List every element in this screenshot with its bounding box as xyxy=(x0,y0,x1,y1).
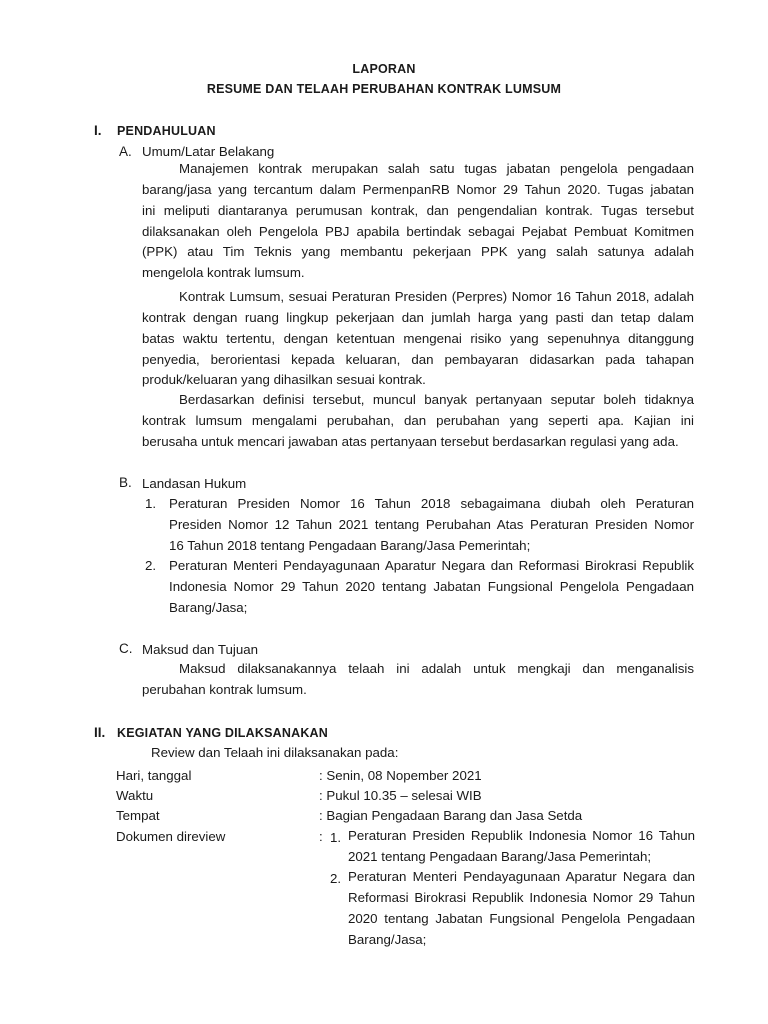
paragraph-c1 xyxy=(142,659,694,701)
paragraph-line: dilaksanakan oleh Pengelola PBJ apabila bertindak sebagai Pejabat Pembuat Komitmen xyxy=(142,223,694,239)
paragraph-line: penyedia, berorientasi kepada keluaran, dan pembayaran didasarkan pada tahapan xyxy=(142,351,694,367)
list-number: 2. xyxy=(330,871,342,886)
reviewed-document-item: 1. Peraturan Presiden Republik Indonesia Nomor 16 Tahun 2021 tentang Pengadaan Barang/Jasa Pemerintah; xyxy=(330,828,695,864)
activity-intro: Review dan Telaah ini dilaksanakan pada: xyxy=(151,745,399,760)
reviewed-document-item: 2. Peraturan Menteri Pendayagunaan Aparatur Negara dan Reformasi Birokrasi Republik Indonesia Nomor 29 Tahun 2020 tentang Jabatan Fungsional Pengelola Pengadaan Barang/Jasa; xyxy=(330,869,695,947)
subsection-a-title: Umum/Latar Belakang xyxy=(142,144,275,159)
paragraph-a2 xyxy=(142,287,694,391)
paragraph-line: kontrak lumsum mengalami perubahan, dan perubahan yang seperti apa. Kajian ini xyxy=(142,412,694,428)
paragraph-line: ini meliputi diantaranya perumusan kontrak, dan pengendalian kontrak. Tugas tersebut xyxy=(142,202,694,218)
paragraph-line: Manajemen kontrak merupakan salah satu tugas jabatan pengelola pengadaan xyxy=(179,161,694,176)
paragraph-line: produk/keluaran yang dihasilkan sesuai kontrak. xyxy=(142,372,426,388)
field-label-date: Hari, tanggal xyxy=(116,768,192,783)
section-1-title: PENDAHULUAN xyxy=(117,124,216,138)
list-number: 2. xyxy=(145,558,157,573)
paragraph-line: batas waktu tertentu, dengan ketentuan mengenai risiko yang sepenuhnya ditanggung xyxy=(142,330,694,346)
subsection-c-title: Maksud dan Tujuan xyxy=(142,642,259,657)
paragraph-line: perubahan kontrak lumsum. xyxy=(142,681,307,697)
section-2-title: KEGIATAN YANG DILAKSANAKAN xyxy=(117,726,328,740)
paragraph-line: berusaha untuk mencari jawaban atas pertanyaan tersebut berdasarkan regulasi yang ada. xyxy=(142,433,679,449)
field-value-time: : Pukul 10.35 – selesai WIB xyxy=(319,788,482,803)
paragraph-a3 xyxy=(142,390,694,453)
paragraph-line: mengelola kontrak lumsum. xyxy=(142,265,305,281)
list-item-text: Peraturan Menteri Pendayagunaan Aparatur Negara dan Reformasi Birokrasi Republik Indonesia Nomor 29 Tahun 2020 tentang Jabatan Fungsional Pengelola Pengadaan Barang/Jasa; xyxy=(169,558,694,615)
section-2-number: II. xyxy=(94,725,106,740)
paragraph-line: barang/jasa yang tercantum dalam PermenpanRB Nomor 29 Tahun 2020. Tugas jabatan xyxy=(142,181,694,197)
field-value-date: : Senin, 08 Nopember 2021 xyxy=(319,768,482,783)
paragraph-line: Kontrak Lumsum, sesuai Peraturan Presiden (Perpres) Nomor 16 Tahun 2018, adalah xyxy=(179,289,694,304)
subsection-b-letter: B. xyxy=(119,475,132,490)
subsection-a-letter: A. xyxy=(119,144,132,159)
paragraph-line: (PPK) atau Tim Teknis yang membantu pekerjaan PPK yang salah satunya adalah xyxy=(142,244,694,260)
paragraph-a1 xyxy=(142,159,694,284)
list-number: 1. xyxy=(330,830,342,845)
document-subtitle: RESUME DAN TELAAH PERUBAHAN KONTRAK LUMSUM xyxy=(206,82,562,96)
subsection-c-letter: C. xyxy=(119,641,133,656)
subsection-b-title: Landasan Hukum xyxy=(142,476,247,491)
list-item-text: Peraturan Presiden Nomor 16 Tahun 2018 sebagaimana diubah oleh Peraturan Presiden Nomor 12 Tahun 2021 tentang Perubahan Atas Peraturan Presiden Nomor 16 Tahun 2018 tentang Pengadaan Barang/Jasa Pemerintah; xyxy=(169,496,694,553)
paragraph-line: Maksud dilaksanakannya telaah ini adalah untuk mengkaji dan menganalisis xyxy=(179,661,694,676)
field-label-time: Waktu xyxy=(116,788,154,803)
field-label-documents: Dokumen direview xyxy=(116,829,226,844)
field-colon-documents: : xyxy=(319,829,323,844)
field-label-place: Tempat xyxy=(116,808,160,823)
paragraph-line: Berdasarkan definisi tersebut, muncul banyak pertanyaan seputar boleh tidaknya xyxy=(179,392,694,407)
paragraph-line: kontrak dengan ruang lingkup pekerjaan dan jumlah harga yang pasti dan tetap dalam xyxy=(142,309,694,325)
field-value-place: : Bagian Pengadaan Barang dan Jasa Setda xyxy=(319,808,583,823)
list-number: 1. xyxy=(145,496,157,511)
document-title: LAPORAN xyxy=(352,62,416,76)
section-1-number: I. xyxy=(94,123,102,138)
